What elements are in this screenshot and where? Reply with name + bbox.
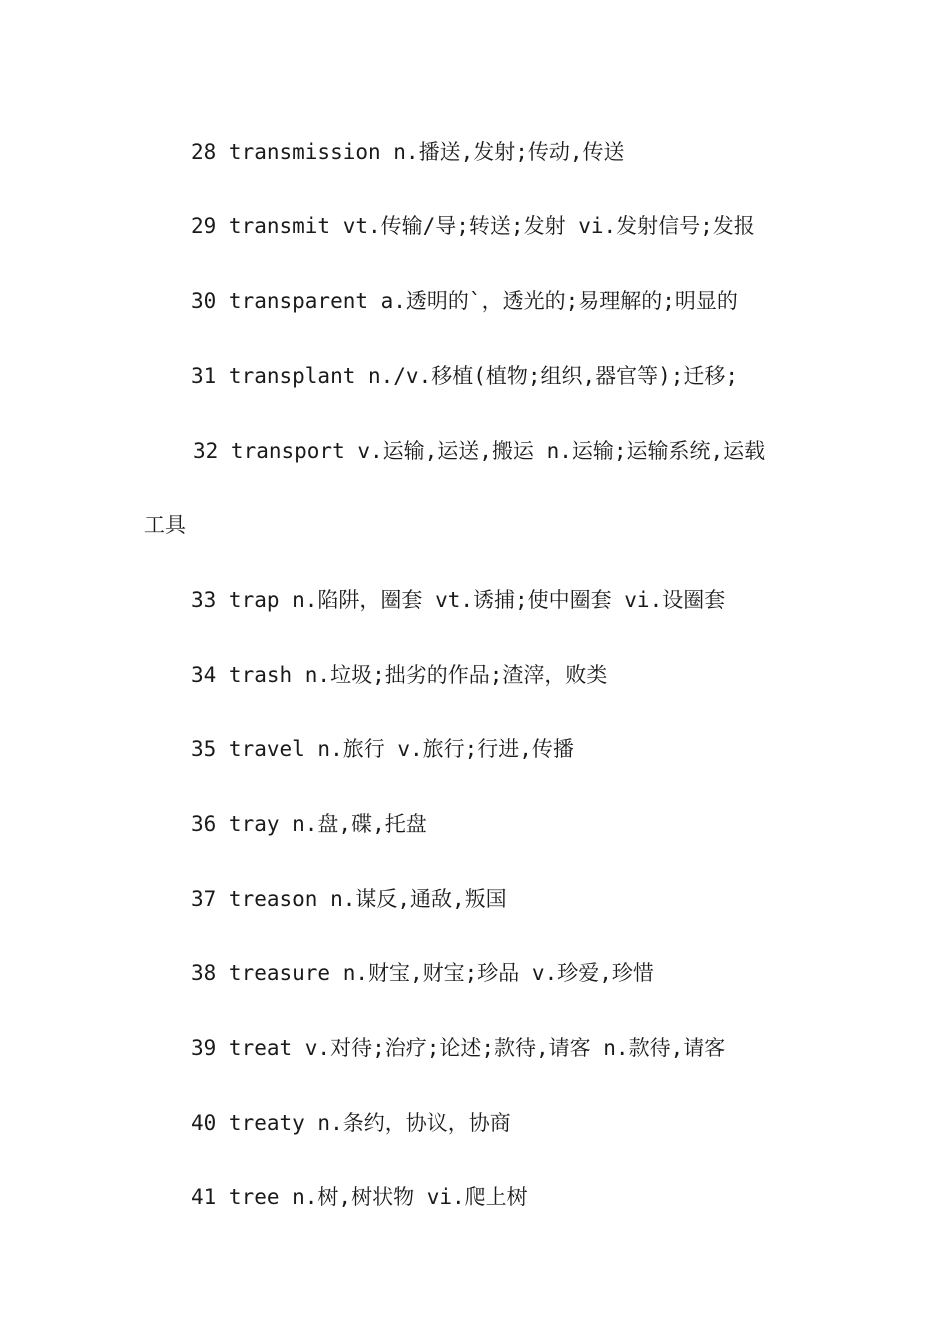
entry-line-33: 33 trap n.陷阱，圈套 vt.诱捕;使中圈套 vi.设圈套 (191, 588, 726, 612)
entry-line-31: 31 transplant n./v.移植(植物;组织,器官等);迁移; (191, 364, 739, 388)
entry-line-36: 36 tray n.盘,碟,托盘 (191, 812, 427, 836)
entry-line-39: 39 treat v.对待;治疗;论述;款待,请客 n.款待,请客 (191, 1036, 726, 1060)
entry-line-29: 29 transmit vt.传输/导;转送;发射 vi.发射信号;发报 (191, 214, 755, 238)
entry-line-37: 37 treason n.谋反,通敌,叛国 (191, 887, 507, 911)
entry-line-32: 32 transport v.运输,运送,搬运 n.运输;运输系统,运载 (193, 439, 766, 463)
entry-line-30: 30 transparent a.透明的`，透光的;易理解的;明显的 (191, 289, 738, 313)
entry-line-40: 40 treaty n.条约，协议，协商 (191, 1111, 511, 1135)
entry-line-28: 28 transmission n.播送,发射;传动,传送 (191, 140, 625, 164)
entry-line-32-continued: 工具 (144, 513, 186, 537)
entry-line-38: 38 treasure n.财宝,财宝;珍品 v.珍爱,珍惜 (191, 961, 654, 985)
entry-line-35: 35 travel n.旅行 v.旅行;行进,传播 (191, 737, 574, 761)
entry-line-41: 41 tree n.树,树状物 vi.爬上树 (191, 1185, 528, 1209)
entry-line-34: 34 trash n.垃圾;拙劣的作品;渣滓，败类 (191, 663, 608, 687)
